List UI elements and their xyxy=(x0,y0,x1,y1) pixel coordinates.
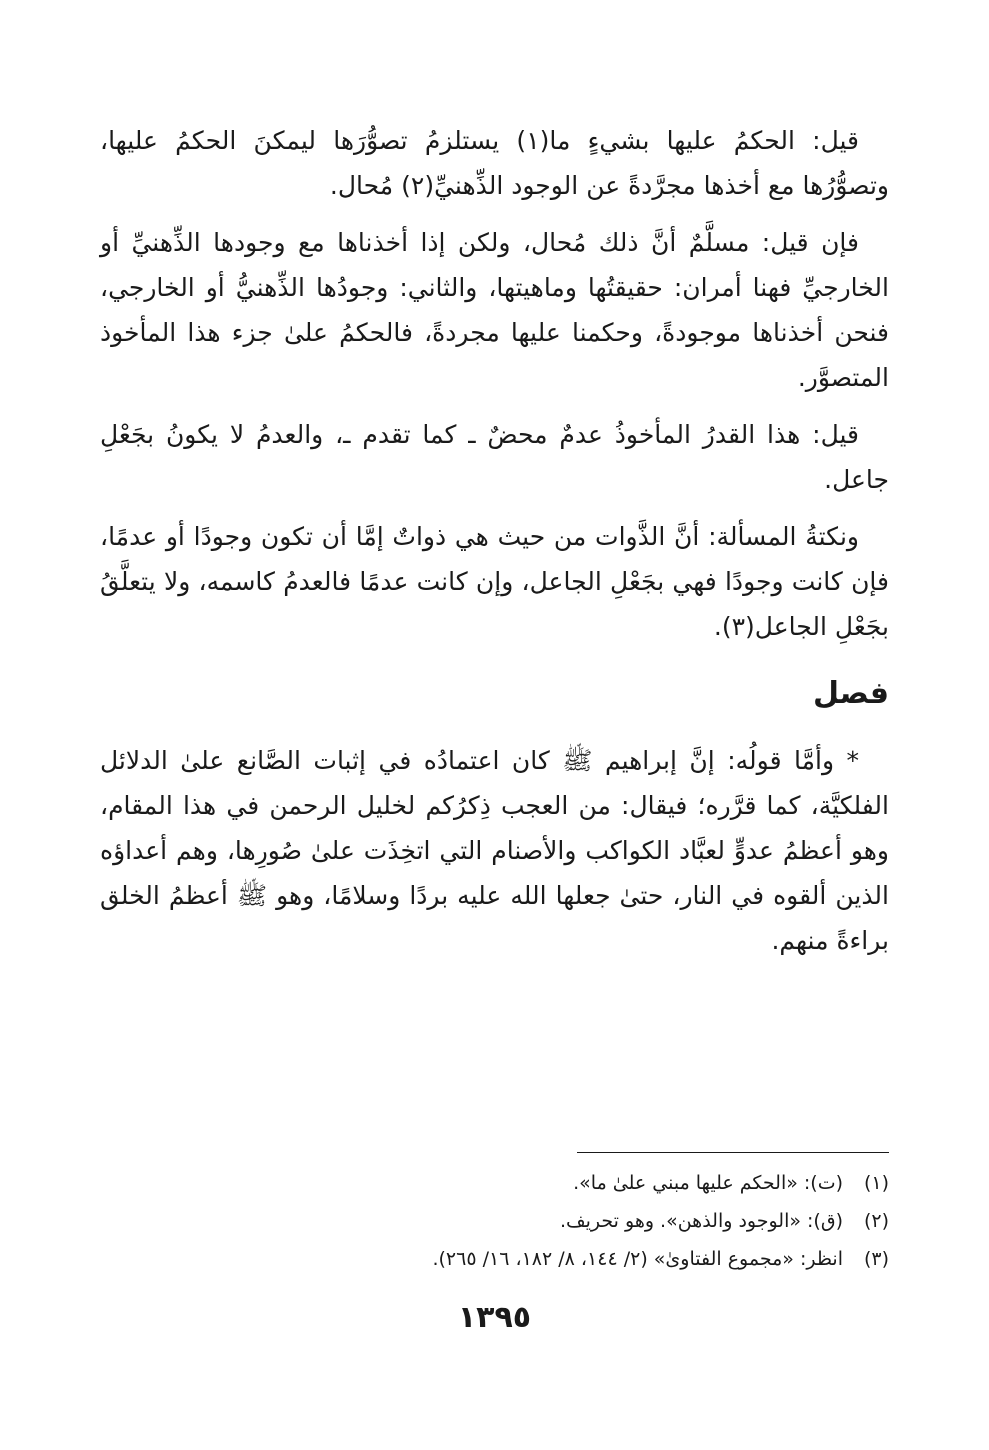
footnote-separator xyxy=(577,1152,889,1153)
paragraph-1: قيل: الحكمُ عليها بشيءٍ ما(١) يستلزمُ تصوُّرَها ليمكنَ الحكمُ عليها، وتصوُّرُها مع أخذها مجرَّدةً عن الوجود الذِّهنيِّ(٢) مُحال. xyxy=(100,126,889,200)
footnote-1 xyxy=(100,1164,889,1202)
paragraph-2: فإن قيل: مسلَّمٌ أنَّ ذلك مُحال، ولكن إذا أخذناها مع وجودها الذِّهنيِّ أو الخارجيِّ فهنا أمران: حقيقتُها وماهيتها، والثاني: وجودُها الذِّهنيُّ أو الخارجي، فنحن أخذناها موجودةً، وحكمنا عليها مجردةً، فالحكمُ علىٰ جزء هذا المأخوذ المتصوَّر. xyxy=(100,228,889,392)
section-heading: فصل xyxy=(813,676,889,711)
footnote-number: (٢) xyxy=(863,1210,889,1232)
footnote-text: (ت): «الحكم عليها مبني علىٰ ما». xyxy=(573,1172,843,1194)
footnote-number: (٣) xyxy=(863,1248,889,1270)
paragraph-5: * وأمَّا قولُه: إنَّ إبراهيم ﷺ كان اعتمادُه في إثبات الصَّانع علىٰ الدلائل الفلكيَّة، كما قرَّره؛ فيقال: من العجب ذِكرُكم لخليل الرحمن في هذا المقام، وهو أعظمُ عدوٍّ لعبَّاد الكواكب والأصنام التي اتخِذَت علىٰ صُورِها، وهم أعداؤه الذين ألقوه في النار، حتىٰ جعلها الله عليه بردًا وسلامًا، وهو ﷺ أعظمُ الخلق براءةً منهم. xyxy=(100,746,889,955)
footnotes xyxy=(100,1164,889,1278)
main-text xyxy=(100,118,889,975)
footnote-2 xyxy=(100,1202,889,1240)
footnote-3 xyxy=(100,1240,889,1278)
paragraph-4: ونكتةُ المسألة: أنَّ الذَّوات من حيث هي ذواتٌ إمَّا أن تكون وجودًا أو عدمًا، فإن كانت وجودًا فهي بجَعْلِ الجاعل، وإن كانت عدمًا فالعدمُ كاسمه، ولا يتعلَّقُ بجَعْلِ الجاعل(٣). xyxy=(100,522,889,641)
footnote-text: انظر: «مجموع الفتاوىٰ» (٢/ ١٤٤، ٨/ ١٨٢، ١٦/ ٢٦٥). xyxy=(432,1248,843,1270)
footnote-text: (ق): «الوجود والذهن». وهو تحريف. xyxy=(559,1210,843,1232)
page-number: ١٣٩٥ xyxy=(457,1300,532,1335)
footnote-number: (١) xyxy=(863,1172,889,1194)
paragraph-3: قيل: هذا القدرُ المأخوذُ عدمٌ محضٌ ـ كما تقدم ـ، والعدمُ لا يكونُ بجَعْلِ جاعل. xyxy=(100,420,889,494)
